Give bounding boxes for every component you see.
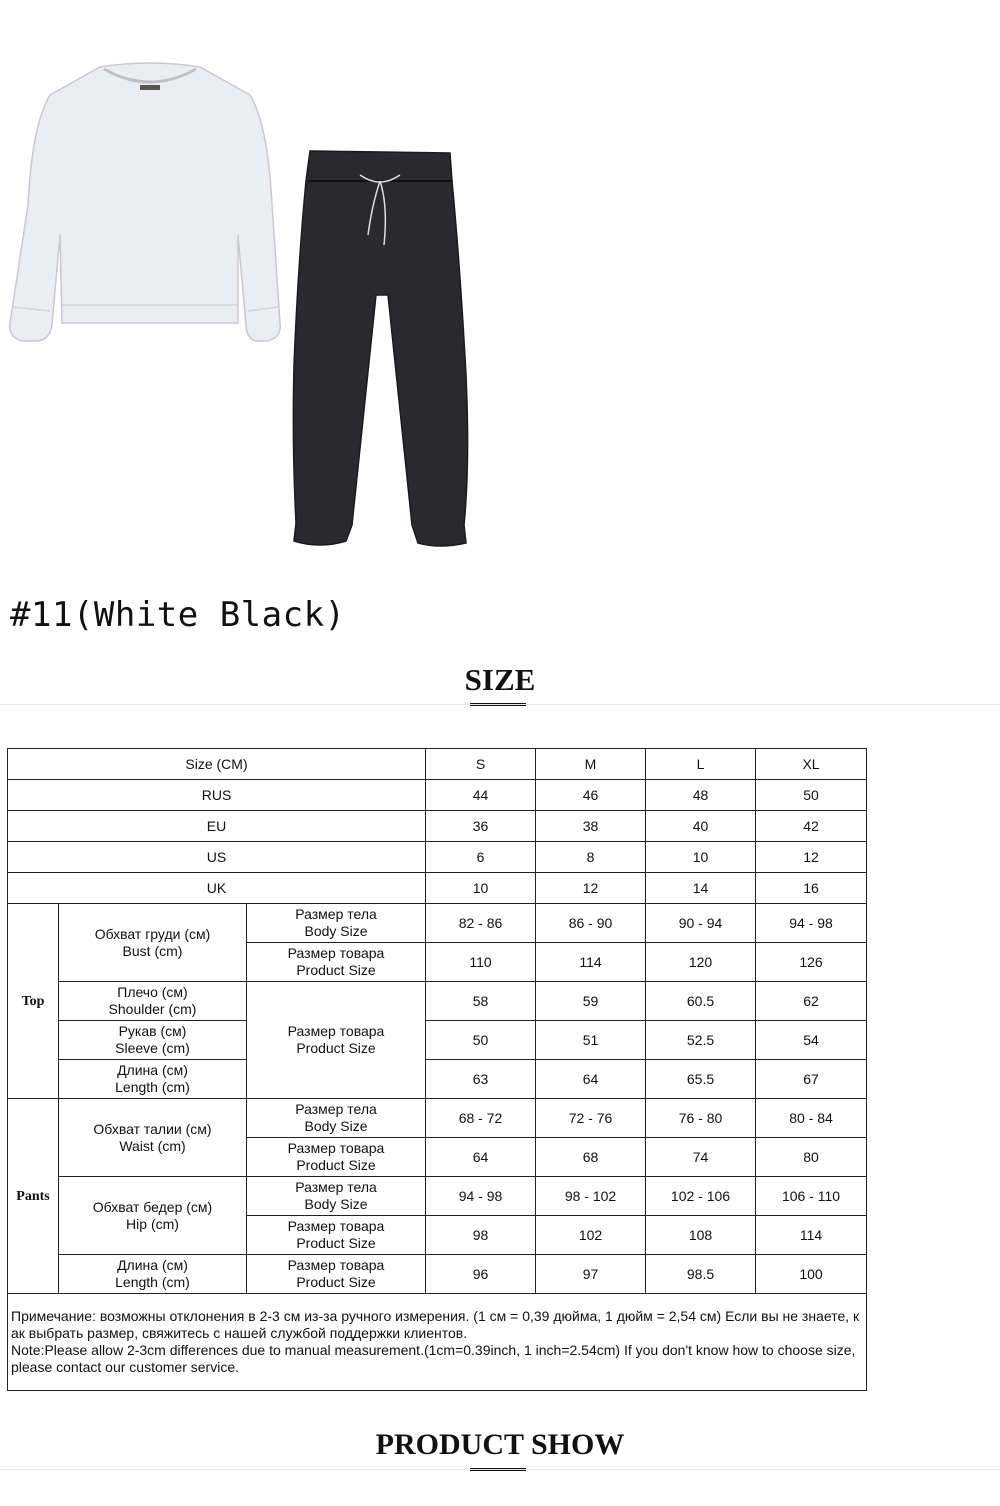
table-cell: 12 [536, 873, 646, 904]
size-type-label: Размер товара Product Size [247, 1216, 426, 1255]
measure-label: Длина (см) Length (cm) [59, 1255, 247, 1294]
table-cell: 58 [426, 982, 536, 1021]
size-type-label: Размер товара Product Size [247, 982, 426, 1099]
table-cell: 50 [756, 780, 867, 811]
table-cell: 108 [646, 1216, 756, 1255]
size-type-label: Размер товара Product Size [247, 943, 426, 982]
table-cell: 40 [646, 811, 756, 842]
measure-label: Обхват талии (см) Waist (cm) [59, 1099, 247, 1177]
table-cell: 44 [426, 780, 536, 811]
size-header-cell: S [426, 749, 536, 780]
table-cell: 98.5 [646, 1255, 756, 1294]
measure-row [8, 1060, 867, 1099]
table-cell: 68 [536, 1138, 646, 1177]
variant-label: #11(White Black) [10, 595, 346, 635]
table-cell: 52.5 [646, 1021, 756, 1060]
table-cell: 82 - 86 [426, 904, 536, 943]
conversion-row [8, 873, 867, 904]
table-cell: 110 [426, 943, 536, 982]
table-cell: 65.5 [646, 1060, 756, 1099]
table-cell: 76 - 80 [646, 1099, 756, 1138]
table-cell: 16 [756, 873, 867, 904]
table-cell: 106 - 110 [756, 1177, 867, 1216]
group-label-top: Top [8, 904, 59, 1099]
table-cell: 42 [756, 811, 867, 842]
size-type-label: Размер тела Body Size [247, 1177, 426, 1216]
size-section-title: SIZE [464, 662, 536, 697]
table-cell: 96 [426, 1255, 536, 1294]
size-header-cell: M [536, 749, 646, 780]
table-cell: 97 [536, 1255, 646, 1294]
conversion-row [8, 842, 867, 873]
table-cell: 86 - 90 [536, 904, 646, 943]
measure-row [8, 982, 867, 1021]
measure-label: Плечо (см) Shoulder (cm) [59, 982, 247, 1021]
table-cell: 120 [646, 943, 756, 982]
conversion-row [8, 811, 867, 842]
table-cell: 72 - 76 [536, 1099, 646, 1138]
size-header-label: Size (CM) [8, 749, 426, 780]
table-cell: 80 - 84 [756, 1099, 867, 1138]
size-header-row [8, 749, 867, 780]
table-cell: 60.5 [646, 982, 756, 1021]
table-cell: 98 - 102 [536, 1177, 646, 1216]
measure-label: Обхват груди (см) Bust (cm) [59, 904, 247, 982]
table-cell: 68 - 72 [426, 1099, 536, 1138]
table-cell: 90 - 94 [646, 904, 756, 943]
black-pants-image [280, 145, 480, 555]
product-image-area [0, 0, 1000, 580]
table-cell: 64 [426, 1138, 536, 1177]
table-cell: 8 [536, 842, 646, 873]
size-header-cell: XL [756, 749, 867, 780]
table-cell: 80 [756, 1138, 867, 1177]
table-cell: 98 [426, 1216, 536, 1255]
conversion-label: EU [8, 811, 426, 842]
measure-row [8, 1099, 867, 1138]
table-cell: 38 [536, 811, 646, 842]
table-cell: 12 [756, 842, 867, 873]
size-type-label: Размер тела Body Size [247, 1099, 426, 1138]
table-cell: 6 [426, 842, 536, 873]
table-cell: 100 [756, 1255, 867, 1294]
size-type-label: Размер тела Body Size [247, 904, 426, 943]
size-type-label: Размер товара Product Size [247, 1138, 426, 1177]
conversion-label: RUS [8, 780, 426, 811]
table-cell: 54 [756, 1021, 867, 1060]
size-chart-table [7, 748, 867, 1391]
table-cell: 14 [646, 873, 756, 904]
measure-row [8, 1255, 867, 1294]
table-cell: 114 [756, 1216, 867, 1255]
table-cell: 48 [646, 780, 756, 811]
table-cell: 59 [536, 982, 646, 1021]
table-cell: 64 [536, 1060, 646, 1099]
measure-label: Обхват бедер (см) Hip (cm) [59, 1177, 247, 1255]
table-cell: 50 [426, 1021, 536, 1060]
product-show-title: PRODUCT SHOW [375, 1428, 625, 1461]
table-cell: 67 [756, 1060, 867, 1099]
table-cell: 126 [756, 943, 867, 982]
table-cell: 46 [536, 780, 646, 811]
note-row [8, 1294, 867, 1391]
conversion-label: UK [8, 873, 426, 904]
table-cell: 10 [426, 873, 536, 904]
measure-row [8, 1177, 867, 1216]
measure-label: Рукав (см) Sleeve (cm) [59, 1021, 247, 1060]
measure-row [8, 904, 867, 943]
conversion-label: US [8, 842, 426, 873]
white-sweatshirt-image [0, 55, 300, 355]
table-cell: 62 [756, 982, 867, 1021]
size-header-cell: L [646, 749, 756, 780]
table-cell: 36 [426, 811, 536, 842]
divider [0, 1469, 1000, 1470]
measure-row [8, 1021, 867, 1060]
table-cell: 102 - 106 [646, 1177, 756, 1216]
group-label-pants: Pants [8, 1099, 59, 1294]
table-cell: 94 - 98 [756, 904, 867, 943]
size-type-label: Размер товара Product Size [247, 1255, 426, 1294]
measure-label: Длина (см) Length (cm) [59, 1060, 247, 1099]
table-cell: 51 [536, 1021, 646, 1060]
conversion-row [8, 780, 867, 811]
table-cell: 114 [536, 943, 646, 982]
measurement-note: Примечание: возможны отклонения в 2-3 см из-за ручного измерения. (1 см = 0,39 дюйма, 1 дюйм = 2,54 см) Если вы не знаете, к ак выбрать размер, свяжитесь с нашей службой поддержки клиентов. Note:Please allow 2-3cm differences due to manual measurement.(1cm=0.39inch, 1 inch=2.54cm) If you don't know how to choose size, please contact our customer service. [8, 1294, 867, 1391]
table-cell: 102 [536, 1216, 646, 1255]
table-cell: 94 - 98 [426, 1177, 536, 1216]
table-cell: 10 [646, 842, 756, 873]
divider [0, 704, 1000, 705]
table-cell: 63 [426, 1060, 536, 1099]
table-cell: 74 [646, 1138, 756, 1177]
